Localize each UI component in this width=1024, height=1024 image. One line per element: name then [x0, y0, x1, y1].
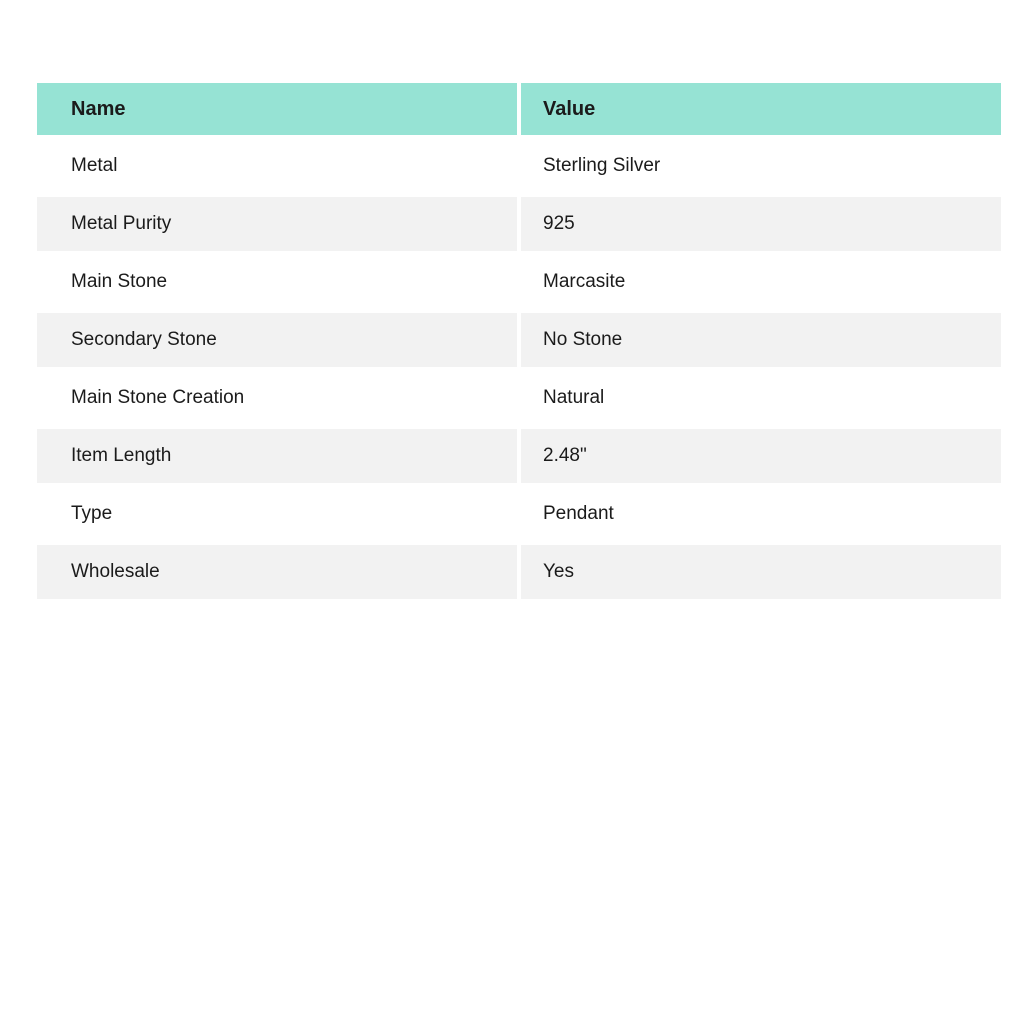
attribute-value-cell: Pendant [519, 485, 1001, 543]
attribute-value-cell: Yes [519, 543, 1001, 601]
spec-table [37, 83, 1001, 603]
table-row [37, 543, 1001, 601]
table-row [37, 427, 1001, 485]
attribute-name-cell: Metal Purity [37, 195, 519, 253]
attribute-name-cell: Main Stone [37, 253, 519, 311]
table-row [37, 195, 1001, 253]
header-cell-name: Name [37, 83, 519, 137]
table-row [37, 369, 1001, 427]
attribute-value-cell: 2.48" [519, 427, 1001, 485]
attribute-value-cell: No Stone [519, 311, 1001, 369]
attribute-value-cell: 925 [519, 195, 1001, 253]
attribute-name-cell: Main Stone Creation [37, 369, 519, 427]
attribute-value-cell: Marcasite [519, 253, 1001, 311]
table-row [37, 485, 1001, 543]
header-row [37, 83, 1001, 137]
attribute-name-cell: Type [37, 485, 519, 543]
table-row [37, 253, 1001, 311]
attribute-name-cell: Secondary Stone [37, 311, 519, 369]
header-cell-value: Value [519, 83, 1001, 137]
table-row [37, 137, 1001, 195]
attribute-name-cell: Metal [37, 137, 519, 195]
attribute-name-cell: Item Length [37, 427, 519, 485]
attribute-value-cell: Sterling Silver [519, 137, 1001, 195]
product-attributes-table [37, 83, 1001, 603]
attribute-value-cell: Natural [519, 369, 1001, 427]
attribute-name-cell: Wholesale [37, 543, 519, 601]
table-row [37, 311, 1001, 369]
